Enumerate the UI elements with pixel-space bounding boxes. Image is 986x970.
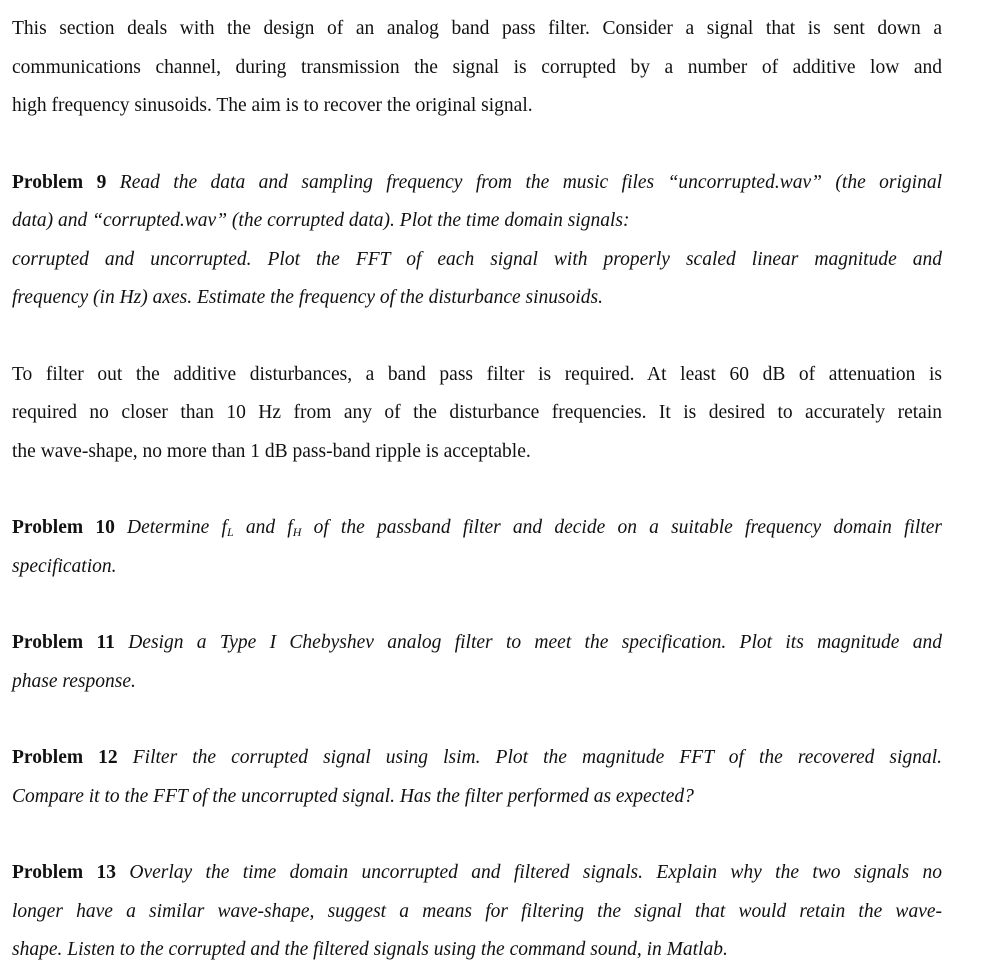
problem-10-text-pre: Determine f [127,517,227,538]
problem-9-label: Problem 9 [12,171,107,193]
intro-line-1: This section deals with the design of an analog band pass filter. Consider a signal that is sent down a [12,18,942,39]
problem-11-label: Problem 11 [12,632,115,653]
problem-12-text-1: Filter the corrupted signal using lsim. Plot the magnitude FFT of the recovered signal. [132,747,942,768]
spec-paragraph [12,356,942,472]
problem-10-text [127,517,942,538]
problem-12-line-2: Compare it to the FFT of the uncorrupted signal. Has the filter performed as expected? [12,785,694,807]
problem-12 [12,739,942,816]
problem-11-line-1 [12,624,942,663]
problem-10-line-1 [12,509,942,548]
problem-13-line-1 [12,854,942,893]
problem-12-label: Problem 12 [12,747,118,768]
problem-13 [12,854,942,970]
problem-10-text-mid: and f [233,517,293,538]
spec-line-2: required no closer than 10 Hz from any of the disturbance frequencies. It is desired to accurately retain [12,402,942,423]
problem-13-text-1: Overlay the time domain uncorrupted and filtered signals. Explain why the two signals no [129,862,942,883]
problem-10-text-post: of the passband filter and decide on a suitable frequency domain filter [301,517,942,538]
problem-11-text-1: Design a Type I Chebyshev analog filter to meet the specification. Plot its magnitude and [128,632,942,653]
problem-9-text-1: Read the data and sampling frequency from the music files “uncorrupted.wav” (the original [119,171,943,193]
problem-13-line-3: shape. Listen to the corrupted and the filtered signals using the command sound, in Matlab. [12,939,728,960]
problem-10-line-2: specification. [12,555,117,577]
intro-line-3: high frequency sinusoids. The aim is to recover the original signal. [12,95,533,116]
problem-11 [12,624,942,701]
spec-line-1: To filter out the additive disturbances, a band pass filter is required. At least 60 dB of attenuation is [12,363,942,385]
problem-11-line-2: phase response. [12,670,136,692]
intro-paragraph [12,10,942,126]
problem-10-label: Problem 10 [12,517,115,538]
spec-line-3: the wave-shape, no more than 1 dB pass-band ripple is acceptable. [12,440,531,462]
problem-9-line-2: data) and “corrupted.wav” (the corrupted data). Plot the time domain signals: [12,210,630,231]
problem-9 [12,164,942,318]
problem-13-label: Problem 13 [12,862,116,883]
problem-9-line-1 [12,164,942,203]
problem-12-line-1 [12,739,942,778]
f-low-subscript: L [226,525,234,539]
f-high-subscript: H [292,525,302,539]
problem-9-line-4: frequency (in Hz) axes. Estimate the frequency of the disturbance sinusoids. [12,287,604,308]
problem-9-line-3: corrupted and uncorrupted. Plot the FFT of each signal with properly scaled linear magnitude and [12,248,942,270]
problem-10 [12,509,942,586]
problem-13-line-2: longer have a similar wave-shape, suggest a means for filtering the signal that would retain the wave- [12,900,942,922]
intro-line-2: communications channel, during transmission the signal is corrupted by a number of additive low and [12,56,942,78]
